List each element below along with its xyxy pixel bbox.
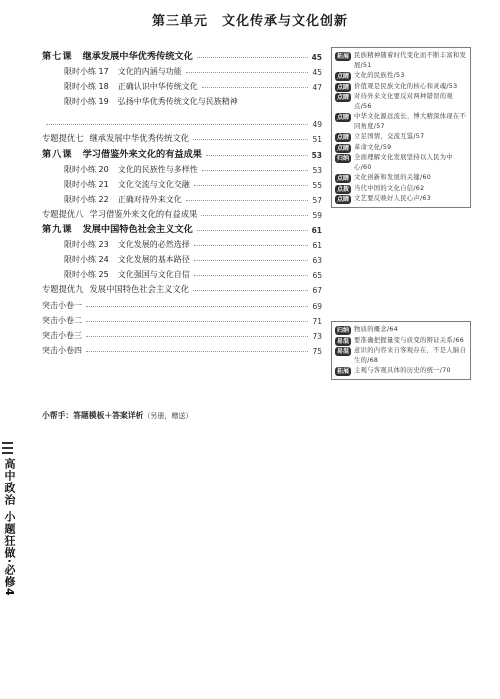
toc-number: 专题提优八 bbox=[42, 208, 84, 219]
table-of-contents bbox=[42, 47, 322, 356]
note-tag-badge: 点睛 bbox=[337, 144, 350, 152]
toc-number: 限时小练 25 bbox=[64, 270, 109, 280]
side-note-item bbox=[335, 71, 467, 81]
toc-label bbox=[64, 254, 192, 265]
toc-number: 限时小练 23 bbox=[64, 240, 109, 250]
side-note-item bbox=[335, 336, 467, 346]
toc-title: 文化发展的基本路径 bbox=[117, 255, 190, 265]
toc-row-drill bbox=[42, 265, 322, 280]
toc-title: 正确对待外来文化 bbox=[117, 194, 182, 204]
toc-label bbox=[64, 164, 200, 175]
toc-row-drill bbox=[42, 190, 322, 205]
toc-label bbox=[64, 179, 192, 190]
toc-leader bbox=[186, 199, 309, 201]
unit-title: 第三单元 文化传承与文化创新 bbox=[151, 14, 348, 29]
note-tag-badge: 易混 bbox=[337, 348, 350, 355]
toc-label bbox=[42, 146, 204, 160]
toc-leader bbox=[197, 229, 308, 231]
toc-label bbox=[42, 345, 84, 356]
toc-number: 第八课 bbox=[42, 148, 73, 160]
toc-page: 53 bbox=[311, 150, 322, 160]
toc-label bbox=[42, 208, 199, 220]
note-tag-badge: 点睛 bbox=[337, 94, 350, 101]
toc-page: 61 bbox=[311, 226, 322, 236]
toc-number: 限时小练 20 bbox=[64, 164, 109, 174]
toc-row-lesson bbox=[42, 220, 322, 235]
note-text: 对待外来文化要反对两种错误的观点/56 bbox=[354, 93, 453, 110]
toc-page: 57 bbox=[312, 195, 322, 205]
toc-page: 45 bbox=[311, 53, 322, 63]
toc-leader bbox=[193, 138, 308, 140]
toc-row-drill bbox=[42, 77, 322, 92]
note-tag-badge: 拓展 bbox=[337, 53, 350, 60]
toc-number: 限时小练 18 bbox=[64, 82, 109, 92]
toc-label bbox=[64, 81, 200, 92]
toc-label bbox=[42, 283, 191, 295]
toc-label bbox=[64, 66, 184, 77]
note-text: 意识的内容来自客观存在，不是人脑自生的/68 bbox=[354, 347, 467, 364]
toc-label bbox=[64, 96, 240, 107]
spine-bar bbox=[2, 452, 13, 454]
side-note-item bbox=[335, 143, 467, 153]
note-text: 主观与客观具体的历史的统一/70 bbox=[354, 367, 451, 374]
toc-title: 文化的民族性与多样性 bbox=[117, 164, 198, 174]
toc-label bbox=[42, 132, 191, 144]
note-tag-badge: 易混 bbox=[337, 337, 350, 345]
toc-label bbox=[42, 48, 195, 62]
toc-number: 专题提优九 bbox=[42, 284, 84, 295]
toc-leader bbox=[186, 71, 309, 73]
toc-row-quiz bbox=[42, 341, 322, 356]
toc-number: 限时小练 17 bbox=[64, 67, 109, 77]
toc-page: 51 bbox=[312, 135, 322, 145]
side-note-item bbox=[335, 92, 467, 112]
toc-leader bbox=[202, 169, 309, 171]
toc-leader bbox=[201, 214, 308, 216]
note-text: 革命文化/59 bbox=[354, 143, 392, 151]
toc-number: 突击小卷一 bbox=[42, 300, 82, 310]
note-text: 文艺要反映好人民心声/63 bbox=[354, 195, 432, 202]
toc-title: 正确认识中华传统文化 bbox=[117, 82, 198, 92]
toc-title: 发展中国特色社会主义文化 bbox=[89, 284, 190, 295]
toc-row-continued bbox=[42, 107, 322, 129]
side-note-item bbox=[335, 366, 467, 376]
note-tag-badge: 点拨 bbox=[337, 185, 350, 193]
toc-number: 限时小练 21 bbox=[64, 179, 109, 189]
toc-leader bbox=[194, 259, 309, 261]
side-note-item bbox=[335, 325, 467, 335]
toc-title: 文化强国与文化自信 bbox=[117, 270, 190, 280]
side-note-item bbox=[335, 173, 467, 183]
toc-row-quiz bbox=[42, 326, 322, 341]
toc-leader bbox=[86, 350, 308, 352]
toc-page: 55 bbox=[312, 180, 322, 190]
note-text: 当代中国的文化自信/62 bbox=[354, 184, 425, 192]
side-note-item bbox=[335, 132, 467, 142]
toc-label bbox=[42, 221, 195, 235]
toc-leader bbox=[193, 289, 308, 291]
note-text: 中华文化源远流长、博大精深体现在不同角度/57 bbox=[354, 113, 467, 130]
toc-leader bbox=[206, 154, 308, 156]
toc-leader bbox=[194, 244, 309, 246]
toc-label bbox=[42, 300, 84, 311]
side-note-item bbox=[335, 153, 467, 173]
note-text: 民族精神随着时代变化而不断丰富和发展/51 bbox=[354, 52, 467, 69]
toc-row-drill bbox=[42, 235, 322, 250]
toc-row-drill bbox=[42, 175, 322, 190]
toc-page: 59 bbox=[312, 210, 322, 220]
helper-note bbox=[42, 410, 192, 421]
toc-title: 文化交流与文化交融 bbox=[117, 179, 190, 189]
toc-number: 第九课 bbox=[42, 224, 73, 236]
toc-title: 继承发展中华优秀传统文化 bbox=[82, 51, 193, 63]
toc-number: 专题提优七 bbox=[42, 133, 84, 144]
side-note-item bbox=[335, 346, 467, 366]
note-tag-badge: 拓展 bbox=[337, 368, 350, 375]
toc-page: 63 bbox=[312, 256, 322, 266]
toc-page: 69 bbox=[312, 301, 322, 311]
note-tag-badge: 点睛 bbox=[337, 114, 350, 121]
toc-label bbox=[64, 269, 192, 280]
toc-title: 学习借鉴外来文化的有益成果 bbox=[82, 148, 202, 160]
toc-title: 文化的内涵与功能 bbox=[117, 67, 182, 77]
side-note-item bbox=[335, 112, 467, 132]
toc-title: 发展中国特色社会主义文化 bbox=[82, 224, 193, 236]
toc-leader bbox=[86, 305, 308, 307]
note-text: 价值观是民族文化的核心和灵魂/53 bbox=[354, 82, 458, 90]
toc-row-lesson bbox=[42, 47, 322, 62]
note-tag-badge: 点睛 bbox=[337, 196, 350, 203]
toc-title: 继承发展中华优秀传统文化 bbox=[89, 133, 190, 144]
toc-label bbox=[42, 315, 84, 326]
toc-page: 71 bbox=[312, 316, 322, 326]
note-text: 立足国情，交流互鉴/57 bbox=[354, 133, 425, 140]
toc-row-drill bbox=[42, 160, 322, 175]
toc-label bbox=[64, 239, 192, 250]
toc-page: 67 bbox=[312, 286, 322, 296]
toc-row-quiz bbox=[42, 295, 322, 310]
side-note-item bbox=[335, 51, 467, 71]
toc-number: 限时小练 22 bbox=[64, 194, 109, 204]
note-text: 文化的民族性/53 bbox=[354, 72, 405, 79]
note-text: 全面理解文化发展坚持以人民为中心/60 bbox=[354, 154, 453, 171]
toc-title: 弘扬中华优秀传统文化与民族精神 bbox=[117, 97, 238, 107]
toc-title: 学习借鉴外来文化的有益成果 bbox=[89, 208, 198, 219]
spine-text: 高中政治 小题狂做·必修4 bbox=[3, 458, 16, 597]
toc-leader bbox=[86, 335, 308, 337]
toc-title: 文化发展的必然选择 bbox=[117, 240, 190, 250]
toc-number: 第七课 bbox=[42, 51, 73, 63]
toc-label bbox=[64, 194, 184, 205]
toc-page: 53 bbox=[312, 165, 322, 175]
toc-page: 45 bbox=[312, 68, 322, 78]
note-tag-badge: 归纳 bbox=[337, 327, 350, 334]
toc-row-topic bbox=[42, 280, 322, 295]
toc-row-drill bbox=[42, 92, 322, 107]
toc-page: 73 bbox=[312, 331, 322, 341]
toc-leader bbox=[46, 123, 308, 125]
note-tag-badge: 点睛 bbox=[337, 83, 350, 91]
toc-leader bbox=[86, 320, 308, 322]
note-text: 物质的概念/64 bbox=[354, 326, 399, 333]
toc-leader bbox=[194, 274, 309, 276]
toc-row-quiz bbox=[42, 311, 322, 326]
toc-page: 49 bbox=[312, 120, 322, 130]
toc-row-lesson bbox=[42, 144, 322, 159]
note-tag-badge: 点睛 bbox=[337, 73, 350, 80]
toc-page: 61 bbox=[312, 241, 322, 251]
toc-number: 限时小练 24 bbox=[64, 255, 109, 265]
helper-main: 小帮手：答题模板＋答案详析 bbox=[42, 411, 144, 420]
side-note-item bbox=[335, 82, 467, 92]
toc-row-topic bbox=[42, 205, 322, 220]
toc-page: 47 bbox=[312, 83, 322, 93]
toc-number: 限时小练 19 bbox=[64, 97, 109, 107]
helper-sub: （另册，赠送） bbox=[143, 412, 193, 420]
side-notes-box-2 bbox=[331, 321, 471, 380]
note-tag-badge: 点睛 bbox=[337, 175, 350, 182]
note-text: 要准确把握量变与质变的辩证关系/66 bbox=[354, 336, 465, 344]
spine-bar bbox=[2, 442, 13, 444]
side-notes-box-1 bbox=[331, 47, 471, 208]
side-note-item bbox=[335, 194, 467, 204]
toc-label bbox=[42, 330, 84, 341]
toc-leader bbox=[194, 184, 309, 186]
note-tag-badge: 点睛 bbox=[337, 134, 350, 141]
toc-number: 突击小卷四 bbox=[42, 345, 82, 355]
toc-leader bbox=[202, 86, 309, 88]
spine-label bbox=[0, 440, 14, 640]
note-text: 文化创新和发展的关键/60 bbox=[354, 174, 432, 181]
toc-row-topic bbox=[42, 129, 322, 144]
toc-page: 75 bbox=[312, 346, 322, 356]
side-note-item bbox=[335, 184, 467, 194]
toc-number: 突击小卷三 bbox=[42, 330, 82, 340]
toc-row-drill bbox=[42, 250, 322, 265]
toc-page: 65 bbox=[312, 271, 322, 281]
toc-row-drill bbox=[42, 62, 322, 77]
spine-bar bbox=[2, 447, 13, 449]
toc-leader bbox=[197, 56, 308, 58]
note-tag-badge: 归纳 bbox=[337, 155, 350, 162]
toc-number: 突击小卷二 bbox=[42, 315, 82, 325]
